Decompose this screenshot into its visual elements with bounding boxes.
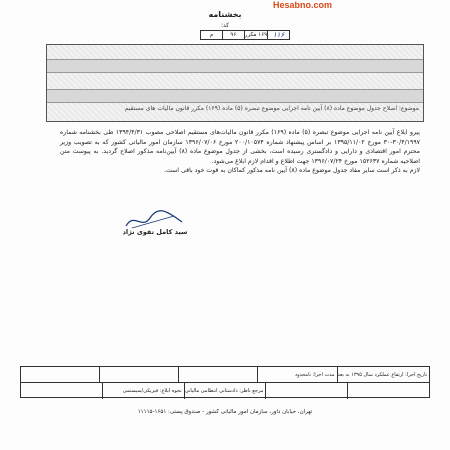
footer-cell: مرجع ناظر: دادستانی انتظامی مالیاتی [184, 383, 266, 399]
signature-name: سید کامل تقوی نژاد [122, 228, 188, 236]
footer-cell [99, 367, 178, 382]
address-footer: تهران، خیابان داور، سازمان امور مالیاتی کشور - صندوق پستی: ۱۶۵۱-۱۱۱۱۵ [137, 409, 313, 415]
header-stripe [47, 89, 423, 103]
footer-table [20, 366, 430, 398]
body-paragraph: پیرو ابلاغ آیین نامه اجرایی موضوع تبصره (۵) ماده (۱۶۹) مکرر قانون مالیات‌های مستقیم اصلاحی مصوب ۱۳۹۴/۴/۳۱ طی بخشنامه شماره ۳۰/۴/۱۹۹۷-۳۰ مورخ ۱۳۹۵/۱۱/۰۲ بر اساس پیشنهاد شماره ۲۰۰/۱۰۵۷۴ مورخ ۱۳۹۶/۰۷/۰۶ سازمان امور مالیاتی کشور که به تصویب وزیر محترم امور اقتصادی و دارایی و دادگستری رسیده است، بخشی از جدول موضوع ماده (۸) آیین‌نامه مذکور اصلاح گردید. به پیوست متن اصلاحیه شماره ۱۵۲۶۳۷ مورخ ۱۳۹۶/۰۷/۲۴ جهت اطلاع و اقدام لازم ابلاغ می‌شود. [60, 129, 420, 165]
footer-cell [347, 383, 429, 399]
body-paragraph: لازم به ذکر است سایر مفاد جدول موضوع ماده (۸) آیین نامه مذکور کماکان به قوت خود باقی است. [164, 167, 420, 175]
footer-cell: مدت اجرا: نامحدود [257, 367, 336, 382]
header-frame [46, 44, 424, 122]
body-text [60, 128, 420, 176]
footer-row [21, 383, 429, 399]
footer-cell [21, 383, 102, 399]
code-label: کد: [220, 22, 230, 29]
footer-cell [265, 383, 347, 399]
ref-sequence: ۹۶ [222, 31, 244, 39]
handwritten-number: ۱۱۶ [267, 31, 289, 39]
document-title: بخشنامه [208, 10, 242, 19]
footer-cell: تاریخ اجرا: ارتفاع عملکرد سال ۱۳۹۵ به بعد [337, 367, 430, 382]
watermark: Hesabno.com [272, 0, 332, 10]
footer-row [21, 367, 429, 383]
ref-category: م [209, 32, 214, 38]
subject-line: موضوع: اصلاح جدول موضوع ماده (۸) آیین نامه اجرایی موضوع تبصره (۵) ماده (۱۶۹) مکرر قانون مالیات های مستقیم [124, 105, 419, 112]
footer-cell [21, 367, 99, 382]
ref-number: ۱۶۹ مکرر [244, 32, 268, 38]
footer-cell [178, 367, 257, 382]
header-stripe [47, 59, 423, 73]
footer-cell: نحوه ابلاغ: فیزیکی/سیستمی [102, 383, 184, 399]
reference-table [200, 30, 290, 40]
